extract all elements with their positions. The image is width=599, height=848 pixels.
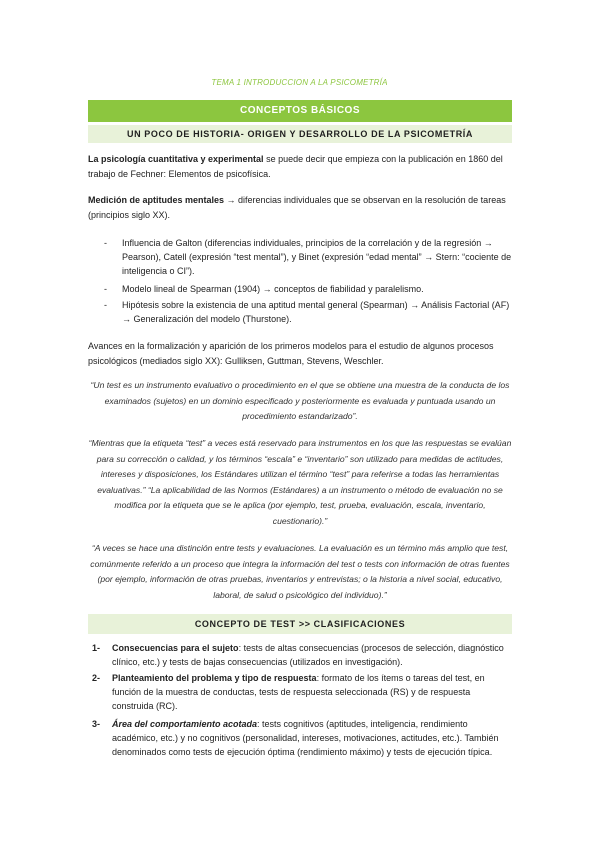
- bullet-dash: -: [104, 238, 107, 248]
- list-item-text: : tests de altas consecuencias (procesos de selección, diagnóstico clínico, etc.) y tests de bajas consecuencias (utilizados en investigación).: [112, 643, 504, 667]
- quote-etiqueta-test: “Mientras que la etiqueta “test” a veces está reservado para instrumentos en los que las respuestas se evalúan para su corrección o calidad, y los términos “escala” e “inventario” son utilizado para medidas de actitudes, intereses y disposiciones, los Estándares utilizan el término “test” para referirse a todas las herramientas evaluativas.” “La aplicabilidad de las Normos (Estándares) a un instrumento o método de evaluación no se modifica por la etiqueta que se le aplica (por ejemplo, test, prueba, evaluación, escala, inventario, cuestionario).”: [88, 438, 512, 526]
- bullet-item: Influencia de Galton (diferencias individuales, principios de la correlación y de la regresión → Pearson), Catell (expresión “test mental”), y Binet (expresión “edad mental” → Stern: “cociente de inteligencia o CI”).: [122, 238, 512, 276]
- list-item-lead: Planteamiento del problema y tipo de respuesta: [112, 673, 317, 683]
- document-title: TEMA 1 INTRODUCCION A LA PSICOMETRÍA: [211, 78, 388, 87]
- paragraph-avances: Avances en la formalización y aparición de los primeros modelos para el estudio de algunos procesos psicológicos (mediados siglo XX): Gulliksen, Guttman, Stevens, Weschler.: [88, 341, 494, 366]
- list-item: [112, 717, 514, 759]
- list-item: [112, 641, 514, 669]
- quote-evaluacion: “A veces se hace una distinción entre tests y evaluaciones. La evaluación es un término más amplio que test, comúnmente referido a un proceso que integra la información del test o tests con información de otras fuentes (por ejemplo, información de otras pruebas, inventarios y entrevistas; o la historia a nivel social, educativo, laboral, de salud o psicológico del individuo).”: [90, 543, 510, 600]
- bullet-dash: -: [104, 300, 107, 310]
- subsection-band-historia: UN POCO DE HISTORIA- ORIGEN Y DESARROLLO DE LA PSICOMETRÍA: [88, 125, 512, 143]
- quote-definicion-test: “Un test es un instrumento evaluativo o procedimiento en el que se obtiene una muestra de la conducta de los examinados (sujetos) en un dominio especificado y posteriormente es evaluada y puntuada usando un procedimiento estandarizado”.: [90, 380, 510, 422]
- list-number: 1-: [92, 643, 101, 653]
- list-number: 2-: [92, 673, 101, 683]
- section-band-clasificaciones: CONCEPTO DE TEST >> CLASIFICACIONES: [88, 614, 512, 634]
- list-item: [112, 671, 514, 713]
- bullet-item: Modelo lineal de Spearman (1904) → conceptos de fiabilidad y paralelismo.: [122, 284, 424, 294]
- list-number: 3-: [92, 719, 101, 729]
- paragraph-aptitudes-bold: Medición de aptitudes mentales: [88, 195, 225, 205]
- list-item-text: : tests cognitivos (aptitudes, inteligencia, rendimiento académico, etc.) y no cognitivos (personalidad, intereses, motivaciones, actitudes, etc.). También denominados como tests de ejecución óptima (rendimiento máximo) y tests de ejecución típica.: [112, 719, 499, 757]
- paragraph-fechner-bold: La psicología cuantitativa y experimental: [88, 154, 264, 164]
- list-item-lead: Área del comportamiento acotada: [112, 719, 258, 729]
- bullet-item: Hipótesis sobre la existencia de una aptitud mental general (Spearman) → Análisis Factorial (AF) → Generalización del modelo (Thurstone).: [122, 300, 510, 324]
- list-item-text: : formato de los ítems o tareas del test, en función de la muestra de conductas, tests de respuesta seleccionada (RS) y de respuesta construida (RC).: [112, 673, 485, 711]
- section-band-conceptos: CONCEPTOS BÁSICOS: [88, 100, 512, 122]
- paragraph-aptitudes-text: → diferencias individuales que se observan en la resolución de tareas (principios siglo XX).: [88, 195, 506, 220]
- bullet-dash: -: [104, 284, 107, 294]
- paragraph-fechner: [88, 152, 512, 181]
- list-item-lead: Consecuencias para el sujeto: [112, 643, 239, 653]
- paragraph-aptitudes: [88, 193, 512, 222]
- paragraph-fechner-text: se puede decir que empieza con la publicación en 1860 del trabajo de Fechner: Elementos de psicofísica.: [88, 154, 503, 179]
